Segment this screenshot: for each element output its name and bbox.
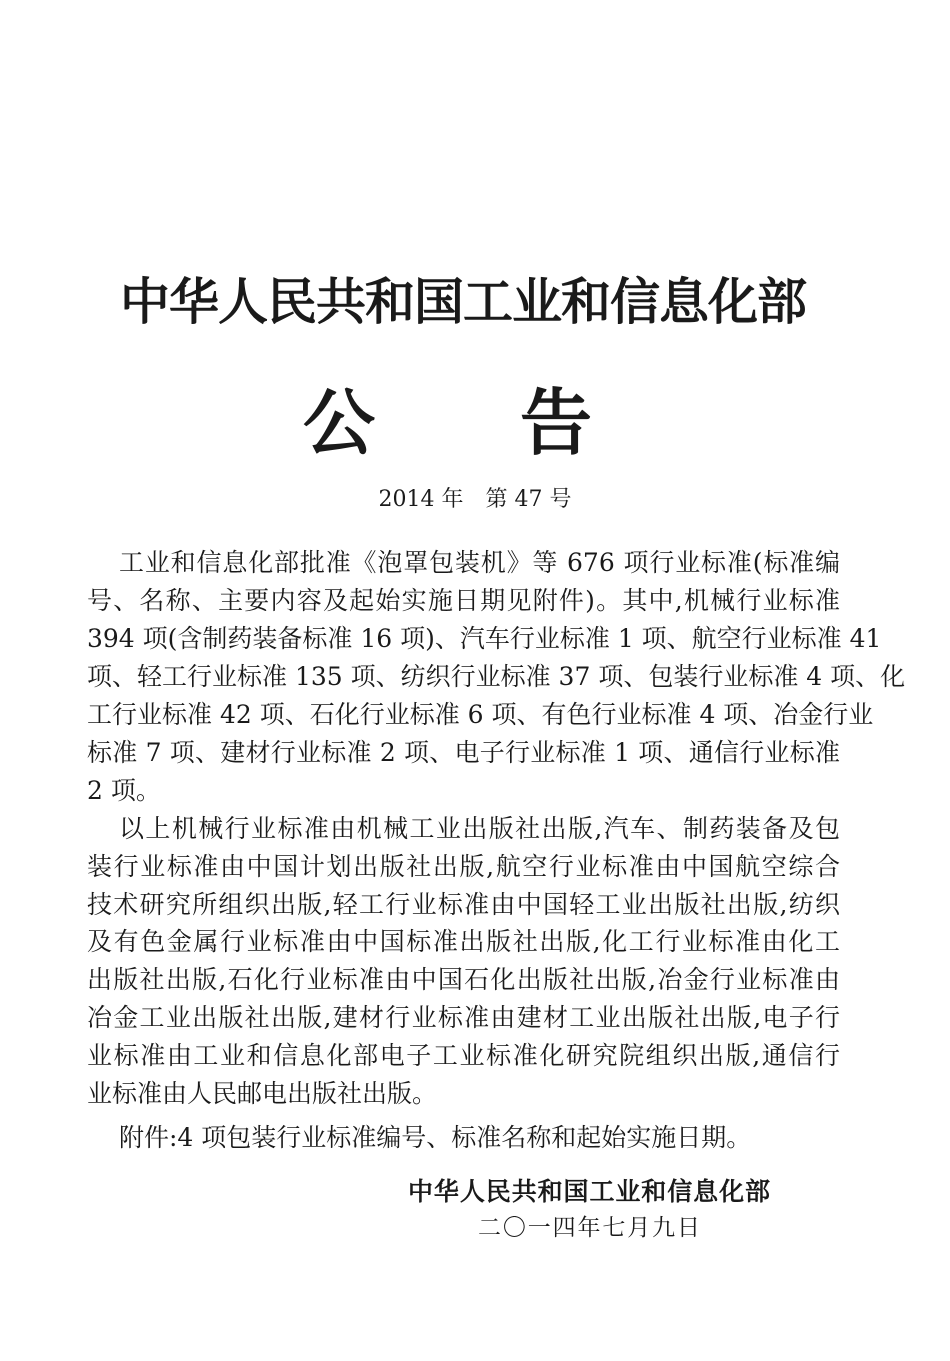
signature-date: 二〇一四年七月九日 (478, 1215, 700, 1241)
text-line: 技术研究所组织出版,轻工行业标准由中国轻工业出版社出版,纺织 (87, 889, 840, 919)
text-line: 标准 7 项、建材行业标准 2 项、电子行业标准 1 项、通信行业标准 (87, 738, 840, 767)
ministry-title: 中华人民共和国工业和信息化部 (120, 273, 806, 331)
attachment-note: 附件:4 项包装行业标准编号、标准名称和起始实施日期。 (119, 1123, 752, 1152)
announcement-title-char-2: 告 (520, 381, 593, 465)
text-line: 冶金工业出版社出版,建材行业标准由建材工业出版社出版,电子行 (87, 1003, 840, 1032)
text-line: 业标准由人民邮电出版社出版。 (87, 1078, 438, 1108)
text-line: 出版社出版,石化行业标准由中国石化出版社出版,冶金行业标准由 (87, 965, 840, 995)
text-line: 及有色金属行业标准由中国标准出版社出版,化工行业标准由化工 (87, 927, 840, 957)
text-line: 项、轻工行业标准 135 项、纺织行业标准 37 项、包装行业标准 4 项、化 (87, 662, 906, 691)
signature-ministry: 中华人民共和国工业和信息化部 (408, 1177, 770, 1206)
text-line: 工行业标准 42 项、石化行业标准 6 项、有色行业标准 4 项、冶金行业 (87, 700, 874, 729)
text-line: 装行业标准由中国计划出版社出版,航空行业标准由中国航空综合 (87, 851, 840, 881)
text-line: 工业和信息化部批准《泡罩包装机》等 676 项行业标准(标准编 (119, 548, 840, 577)
text-line: 2 项。 (87, 776, 161, 805)
text-line: 业标准由工业和信息化部电子工业标准化研究院组织出版,通信行 (87, 1040, 840, 1070)
text-line: 以上机械行业标准由机械工业出版社出版,汽车、制药装备及包 (119, 814, 840, 843)
announcement-title-char-1: 公 (303, 381, 376, 465)
announcement-number: 2014 年 第 47 号 (378, 487, 572, 512)
text-line: 394 项(含制药装备标准 16 项)、汽车行业标准 1 项、航空行业标准 41 (87, 624, 882, 653)
text-line: 号、名称、主要内容及起始实施日期见附件)。其中,机械行业标准 (87, 586, 840, 615)
